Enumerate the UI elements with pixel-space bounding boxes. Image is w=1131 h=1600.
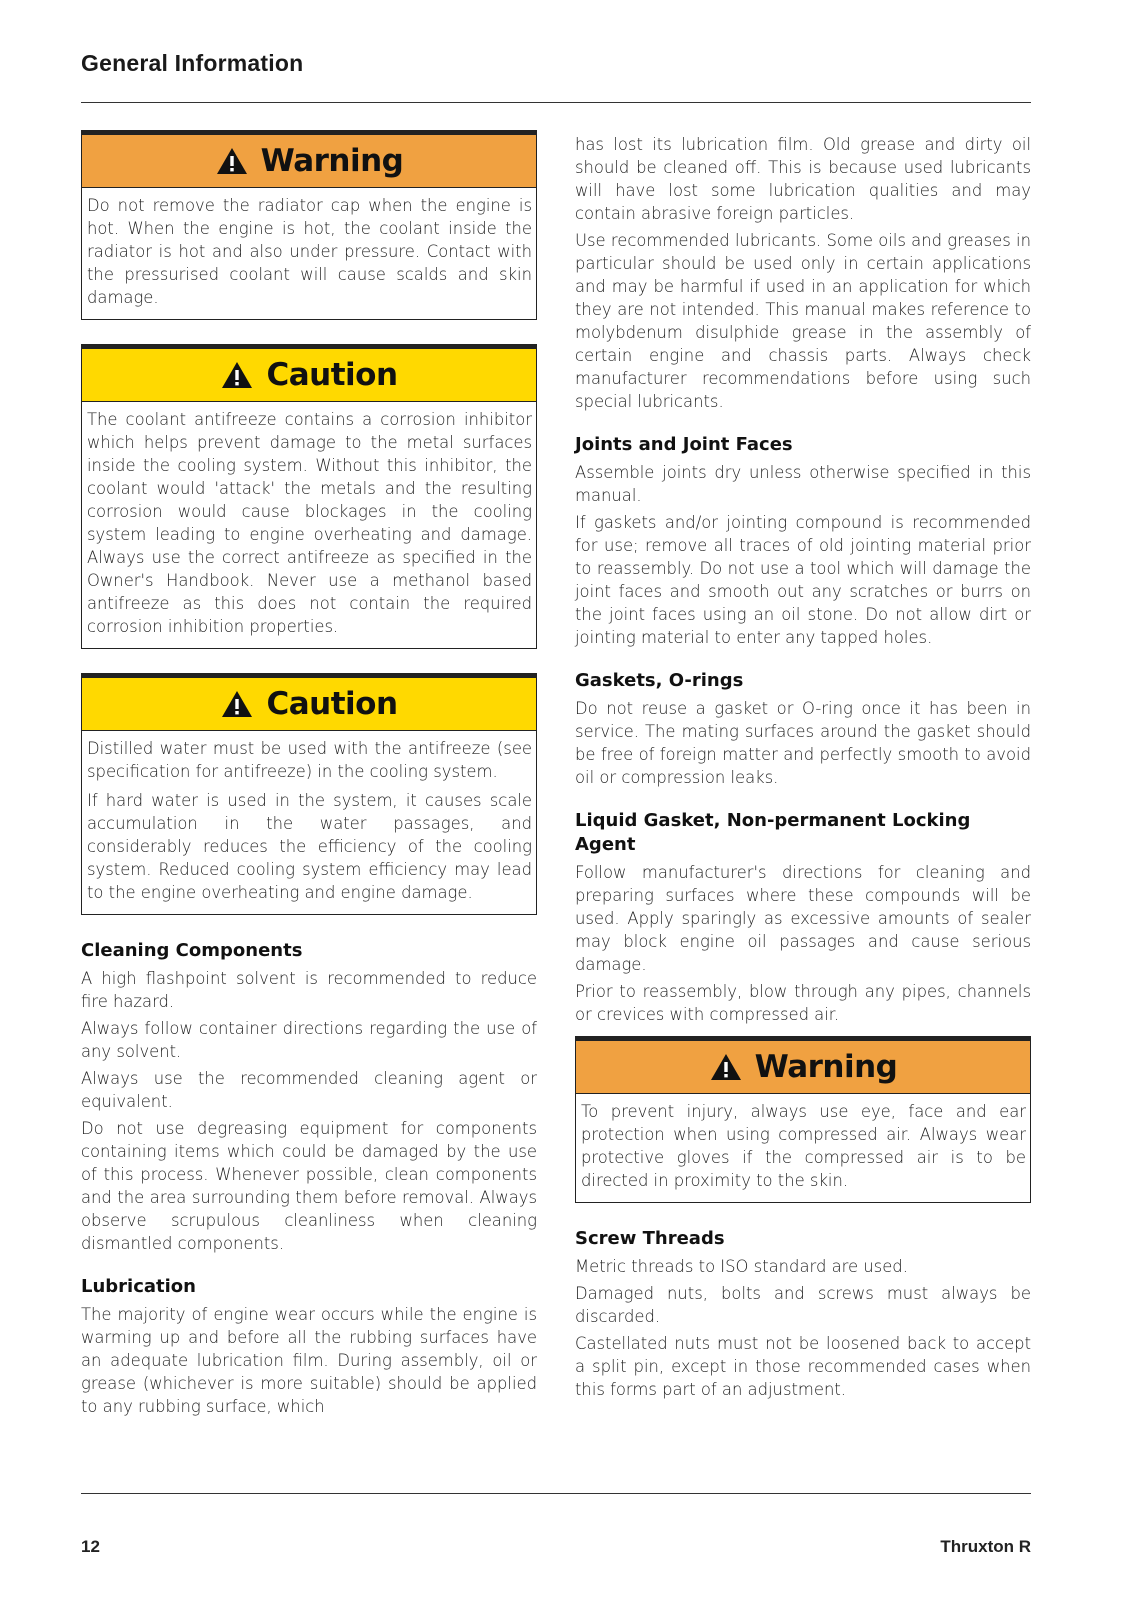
section-cleaning-components xyxy=(81,939,537,1255)
page-number: 12 xyxy=(81,1537,100,1556)
paragraph: The majority of engine wear occurs while the engine is warming up and before all the rubbing surfaces have an adequate lubrication film. During assembly, oil or grease (whichever is more suitable) should be applied to any rubbing surface, which xyxy=(81,1305,537,1416)
paragraph: Prior to reassembly, blow through any pipes, channels or crevices with compressed air. xyxy=(575,982,1031,1024)
caution-box-antifreeze xyxy=(81,344,537,649)
caution-label: Caution xyxy=(266,686,398,722)
section-heading: Screw Threads xyxy=(575,1228,725,1249)
paragraph: Castellated nuts must not be loosened back to accept a split pin, except in those recommended cases when this forms part of an adjustment. xyxy=(575,1334,1031,1399)
right-column xyxy=(575,133,1031,1405)
section-joints xyxy=(575,433,1031,649)
warning-box-compressed-air xyxy=(575,1036,1031,1203)
paragraph: A high flashpoint solvent is recommended to reduce fire hazard. xyxy=(81,969,537,1011)
warning-box-radiator xyxy=(81,130,537,320)
footer-model-name: Thruxton R xyxy=(940,1537,1031,1556)
left-column xyxy=(81,130,537,1422)
warning-label: Warning xyxy=(260,143,404,179)
section-screw-threads xyxy=(575,1227,1031,1401)
section-lubrication-continued xyxy=(575,133,1031,413)
page-header-title: General Information xyxy=(81,50,304,76)
caution-label: Caution xyxy=(266,357,398,393)
caution-text: The coolant antifreeze contains a corrosion inhibitor which helps prevent damage to the metal surfaces inside the cooling system. Without this inhibitor, the coolant would 'attack' the metals and the resulting corrosion would cause blockages in the cooling system leading to engine overheating and damage. Always use the correct antifreeze as specified in the Owner's Handbook. Never use a methanol based antifreeze as this does not contain the required corrosion inhibition properties. xyxy=(87,410,532,636)
section-heading: Cleaning Components xyxy=(81,940,303,961)
paragraph: Metric threads to ISO standard are used. xyxy=(575,1257,908,1276)
caution-text: If hard water is used in the system, it causes scale accumulation in the water passages, and considerably reduces the efficiency of the cooling system. Reduced cooling system efficiency may lead to the engine overheating and engine damage. xyxy=(87,791,532,902)
paragraph: Assemble joints dry unless otherwise specified in this manual. xyxy=(575,463,1031,505)
header-rule xyxy=(81,102,1031,103)
warning-label: Warning xyxy=(754,1049,898,1085)
caution-box-header xyxy=(82,345,536,402)
paragraph: Do not use degreasing equipment for components containing items which could be damaged by the use of this process. Whenever possible, clean components and the area surrounding them before removal. Always observe scrupulous cleanliness when cleaning dismantled components. xyxy=(81,1119,537,1253)
section-lubrication xyxy=(81,1275,537,1418)
section-gaskets xyxy=(575,669,1031,789)
warning-triangle-icon xyxy=(215,146,249,176)
caution-box-header xyxy=(82,674,536,731)
caution-box-distilled-water xyxy=(81,673,537,915)
warning-triangle-icon xyxy=(220,360,254,390)
warning-box-header xyxy=(82,131,536,188)
section-heading: Joints and Joint Faces xyxy=(575,434,793,455)
warning-box-body xyxy=(576,1094,1030,1202)
warning-box-header xyxy=(576,1037,1030,1094)
paragraph: has lost its lubrication film. Old grease and dirty oil should be cleaned off. This is because used lubricants will have lost some lubrication qualities and may contain abrasive foreign particles. xyxy=(575,135,1031,223)
paragraph: Do not reuse a gasket or O-ring once it has been in service. The mating surfaces around the gasket should be free of foreign matter and perfectly smooth to avoid oil or compression leaks. xyxy=(575,699,1031,787)
paragraph: Always use the recommended cleaning agent or equivalent. xyxy=(81,1069,537,1111)
warning-text: Do not remove the radiator cap when the engine is hot. When the engine is hot, the coolant inside the radiator is hot and also under pressure. Contact with the pressurised coolant will cause scalds and skin damage. xyxy=(87,196,532,307)
paragraph: Always follow container directions regarding the use of any solvent. xyxy=(81,1019,537,1061)
warning-text: To prevent injury, always use eye, face and ear protection when using compressed air. Always wear protective gloves if the compressed air is to be directed in proximity to the skin. xyxy=(581,1102,1026,1190)
paragraph: If gaskets and/or jointing compound is recommended for use; remove all traces of old jointing material prior to reassembly. Do not use a tool which will damage the joint faces and smooth out any scratches or burrs on the joint faces using an oil stone. Do not allow dirt or jointing material to enter any tapped holes. xyxy=(575,513,1031,647)
section-heading: Lubrication xyxy=(81,1276,196,1297)
section-heading: Liquid Gasket, Non-permanent Locking Agent xyxy=(575,810,971,855)
section-liquid-gasket xyxy=(575,809,1031,1026)
paragraph: Use recommended lubricants. Some oils and greases in particular should be used only in certain applications and may be harmful if used in an application for which they are not intended. This manual makes reference to molybdenum disulphide grease in the assembly of certain engine and chassis parts. Always check manufacturer recommendations before using such special lubricants. xyxy=(575,231,1031,411)
caution-text: Distilled water must be used with the antifreeze (see specification for antifreeze) in the cooling system. xyxy=(87,739,532,781)
caution-box-body xyxy=(82,731,536,914)
caution-box-body xyxy=(82,402,536,648)
warning-box-body xyxy=(82,188,536,319)
footer-rule xyxy=(81,1493,1031,1494)
warning-triangle-icon xyxy=(709,1052,743,1082)
section-heading: Gaskets, O-rings xyxy=(575,670,744,691)
paragraph: Damaged nuts, bolts and screws must always be discarded. xyxy=(575,1284,1031,1326)
paragraph: Follow manufacturer's directions for cleaning and preparing surfaces where these compounds will be used. Apply sparingly as excessive amounts of sealer may block engine oil passages and cause serious damage. xyxy=(575,863,1031,974)
warning-triangle-icon xyxy=(220,689,254,719)
